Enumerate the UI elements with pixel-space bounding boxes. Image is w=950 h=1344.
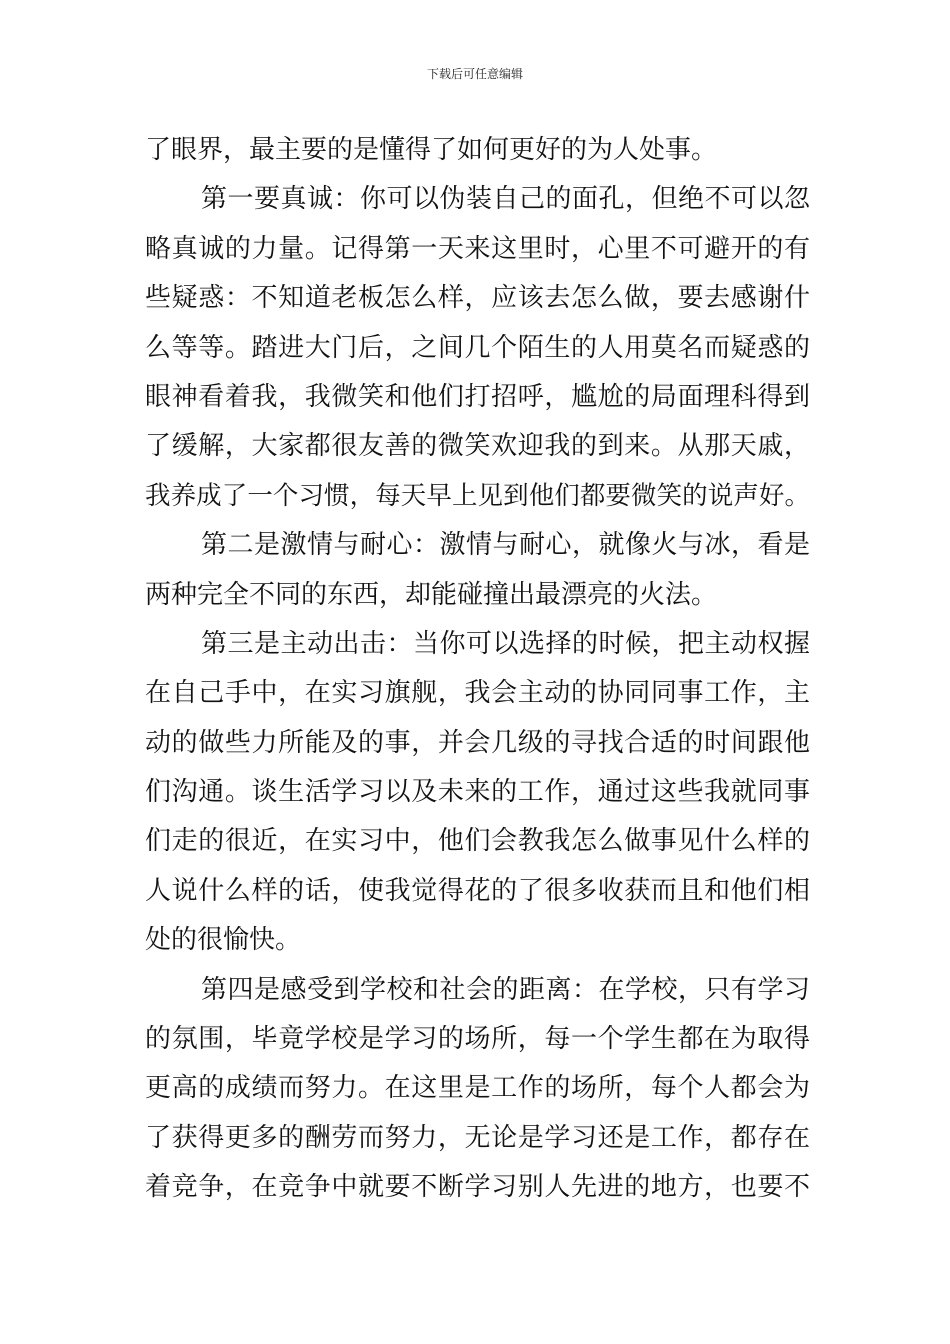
text-line: 第四是感受到学校和社会的距离：在学校，只有学习 (201, 974, 810, 1005)
text-line: 着竞争，在竞争中就要不断学习别人先进的地方，也要不 (145, 1172, 810, 1203)
text-line: 了获得更多的酬劳而努力，无论是学习还是工作，都存在 (145, 1122, 810, 1153)
text-line: 第三是主动出击：当你可以选择的时候，把主动权握 (201, 628, 810, 659)
text-line: 略真诚的力量。记得第一天来这里时，心里不可避开的有 (145, 233, 810, 264)
text-line: 们走的很近，在实习中，他们会教我怎么做事见什么样的 (145, 826, 810, 857)
text-line: 么等等。踏进大门后，之间几个陌生的人用莫名而疑惑的 (145, 332, 810, 363)
text-line: 了缓解，大家都很友善的微笑欢迎我的到来。从那天戚， (145, 431, 810, 462)
text-line: 两种完全不同的东西，却能碰撞出最漂亮的火法。 (145, 579, 718, 610)
text-line: 在自己手中，在实习旗舰，我会主动的协同同事工作，主 (145, 678, 810, 709)
text-line: 第二是激情与耐心：激情与耐心，就像火与冰，看是 (201, 530, 810, 561)
text-line: 更高的成绩而努力。在这里是工作的场所，每个人都会为 (145, 1073, 810, 1104)
text-line: 眼神看着我，我微笑和他们打招呼，尴尬的局面理科得到 (145, 381, 810, 412)
body-text (145, 126, 810, 1213)
text-line: 了眼界，最主要的是懂得了如何更好的为人处事。 (145, 135, 718, 165)
text-line: 人说什么样的话，使我觉得花的了很多收获而且和他们相 (145, 875, 810, 906)
text-line: 动的做些力所能及的事，并会几级的寻找合适的时间跟他 (145, 727, 810, 758)
text-line: 们沟通。谈生活学习以及未来的工作，通过这些我就同事 (145, 777, 810, 808)
text-line: 我养成了一个习惯，每天早上见到他们都要微笑的说声好。 (145, 480, 810, 511)
text-line: 第一要真诚：你可以伪装自己的面孔，但绝不可以忽 (201, 184, 810, 215)
text-line: 些疑惑：不知道老板怎么样，应该去怎么做，要去感谢什 (145, 283, 810, 314)
text-line: 处的很愉快。 (145, 925, 302, 956)
text-line: 的氛围，毕竟学校是学习的场所，每一个学生都在为取得 (145, 1024, 810, 1055)
page-header: 下载后可任意编辑 (426, 67, 523, 81)
